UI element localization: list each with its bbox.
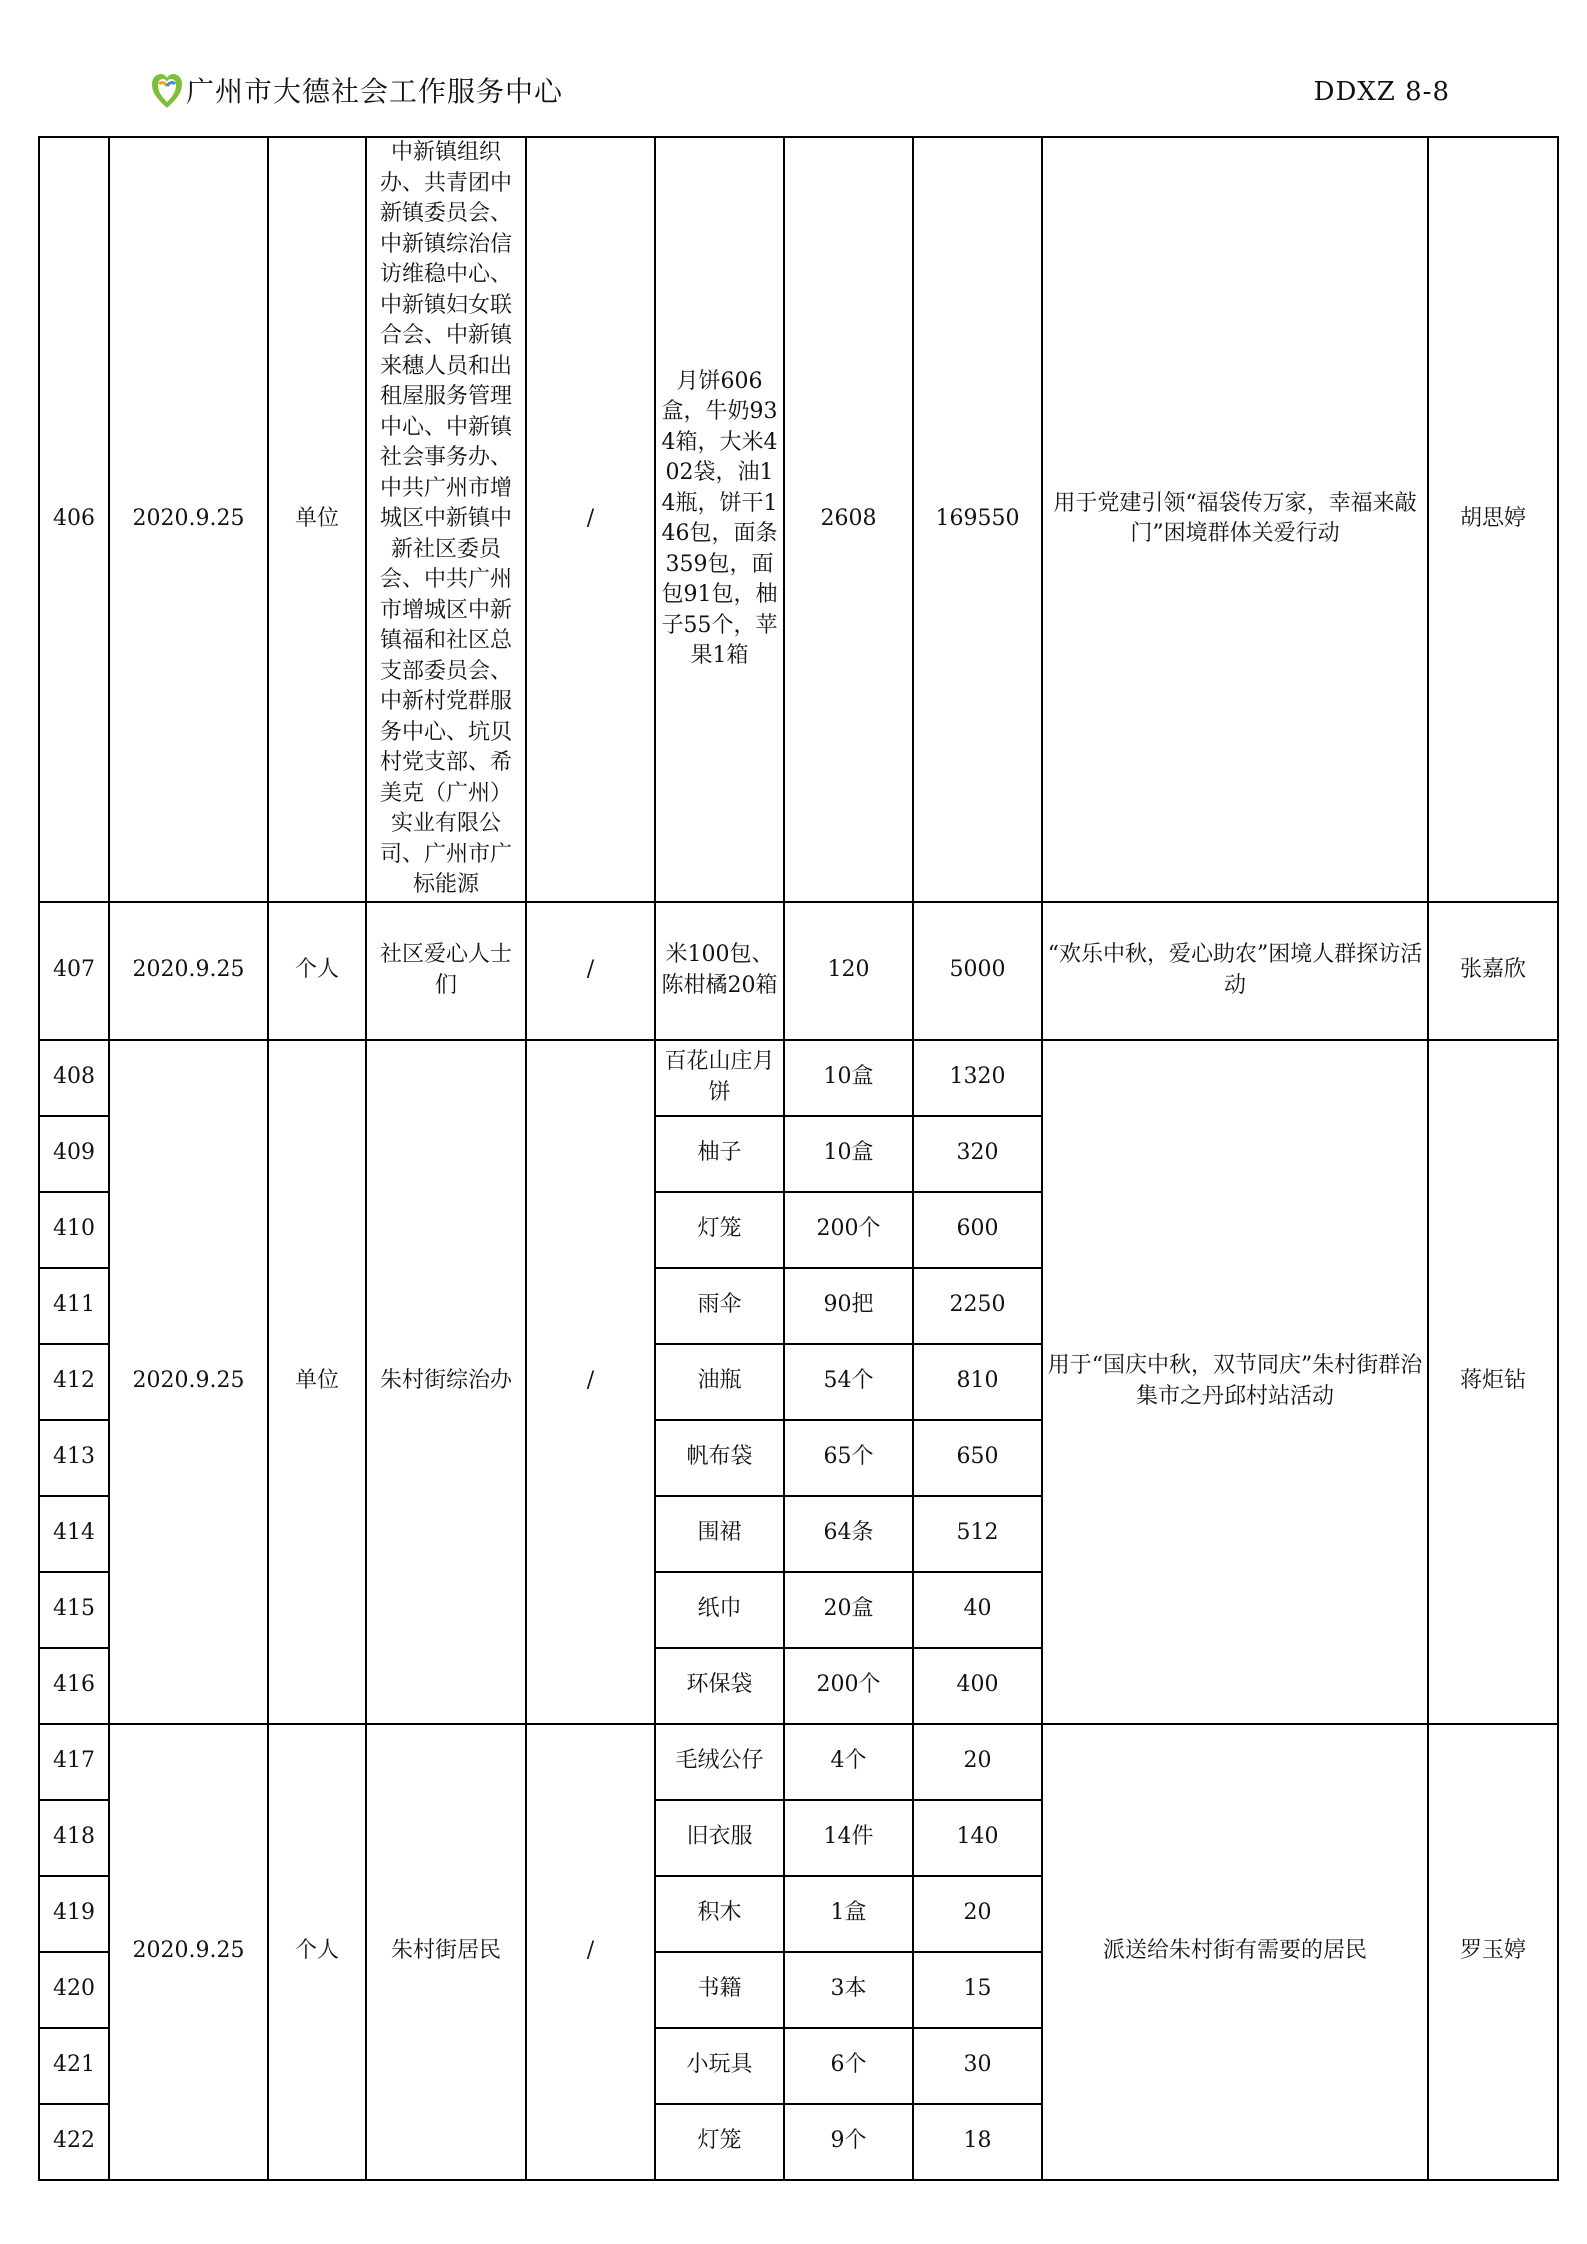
record-number: 413 (39, 1420, 109, 1496)
donated-item: 柚子 (655, 1116, 784, 1192)
record-number: 414 (39, 1496, 109, 1572)
donor-type: 单位 (268, 137, 366, 902)
donor-name: 中新镇组织办、共青团中新镇委员会、中新镇综治信访维稳中心、中新镇妇女联合会、中新镇来穗人员和出租屋服务管理中心、中新镇社会事务办、中共广州市增城区中新镇中新社区委员会、中共广州市增城区中新镇福和社区总支部委员会、中新村党群服务中心、坑贝村党支部、希美克（广州）实业有限公司、广州市广标能源 (366, 137, 526, 902)
value: 320 (913, 1116, 1042, 1192)
value: 2250 (913, 1268, 1042, 1344)
quantity: 64条 (784, 1496, 913, 1572)
quantity: 10盒 (784, 1040, 913, 1116)
record-number: 408 (39, 1040, 109, 1116)
donation-records-table (38, 136, 1559, 2181)
organization-name: 广州市大德社会工作服务中心 (186, 75, 564, 108)
table-row (39, 1724, 1558, 1800)
record-number: 411 (39, 1268, 109, 1344)
table-row (39, 1040, 1558, 1116)
record-number: 409 (39, 1116, 109, 1192)
quantity: 90把 (784, 1268, 913, 1344)
donor-type: 个人 (268, 1724, 366, 2180)
purpose: 派送给朱村街有需要的居民 (1042, 1724, 1428, 2180)
value: 18 (913, 2104, 1042, 2180)
quantity: 200个 (784, 1192, 913, 1268)
donor-type: 单位 (268, 1040, 366, 1724)
document-id: DDXZ 8-8 (1313, 77, 1450, 107)
record-number: 415 (39, 1572, 109, 1648)
donated-item: 小玩具 (655, 2028, 784, 2104)
slash-cell: / (526, 902, 655, 1040)
value: 30 (913, 2028, 1042, 2104)
record-date: 2020.9.25 (109, 902, 268, 1040)
donor-name: 朱村街居民 (366, 1724, 526, 2180)
donated-item: 书籍 (655, 1952, 784, 2028)
table-row (39, 902, 1558, 1040)
table-row (39, 137, 1558, 902)
value: 20 (913, 1876, 1042, 1952)
donated-item: 百花山庄月饼 (655, 1040, 784, 1116)
quantity: 4个 (784, 1724, 913, 1800)
purpose: 用于“国庆中秋，双节同庆”朱村街群治集市之丹邱村站活动 (1042, 1040, 1428, 1724)
donated-item: 油瓶 (655, 1344, 784, 1420)
quantity: 20盒 (784, 1572, 913, 1648)
quantity: 14件 (784, 1800, 913, 1876)
donated-items: 米100包、陈柑橘20箱 (655, 902, 784, 1040)
slash-cell: / (526, 1724, 655, 2180)
handler: 张嘉欣 (1428, 902, 1558, 1040)
record-date: 2020.9.25 (109, 137, 268, 902)
record-number: 419 (39, 1876, 109, 1952)
quantity: 2608 (784, 137, 913, 902)
donated-item: 积木 (655, 1876, 784, 1952)
record-number: 420 (39, 1952, 109, 2028)
record-date: 2020.9.25 (109, 1040, 268, 1724)
quantity: 3本 (784, 1952, 913, 2028)
value: 810 (913, 1344, 1042, 1420)
quantity: 10盒 (784, 1116, 913, 1192)
quantity: 9个 (784, 2104, 913, 2180)
record-number: 422 (39, 2104, 109, 2180)
value: 1320 (913, 1040, 1042, 1116)
donated-item: 雨伞 (655, 1268, 784, 1344)
value: 169550 (913, 137, 1042, 902)
value: 512 (913, 1496, 1042, 1572)
organization-logo-icon (150, 72, 184, 110)
slash-cell: / (526, 1040, 655, 1724)
donated-item: 纸巾 (655, 1572, 784, 1648)
donor-name: 社区爱心人士们 (366, 902, 526, 1040)
donor-name: 朱村街综治办 (366, 1040, 526, 1724)
donated-item: 毛绒公仔 (655, 1724, 784, 1800)
donated-item: 灯笼 (655, 1192, 784, 1268)
handler: 胡思婷 (1428, 137, 1558, 902)
quantity: 6个 (784, 2028, 913, 2104)
record-number: 406 (39, 137, 109, 902)
record-number: 412 (39, 1344, 109, 1420)
record-number: 418 (39, 1800, 109, 1876)
quantity: 54个 (784, 1344, 913, 1420)
value: 40 (913, 1572, 1042, 1648)
donated-item: 灯笼 (655, 2104, 784, 2180)
donated-item: 旧衣服 (655, 1800, 784, 1876)
donated-item: 帆布袋 (655, 1420, 784, 1496)
record-date: 2020.9.25 (109, 1724, 268, 2180)
donor-type: 个人 (268, 902, 366, 1040)
purpose: “欢乐中秋，爱心助农”困境人群探访活动 (1042, 902, 1428, 1040)
value: 600 (913, 1192, 1042, 1268)
record-number: 417 (39, 1724, 109, 1800)
quantity: 200个 (784, 1648, 913, 1724)
value: 140 (913, 1800, 1042, 1876)
value: 15 (913, 1952, 1042, 2028)
value: 650 (913, 1420, 1042, 1496)
page-header (150, 70, 1450, 114)
value: 20 (913, 1724, 1042, 1800)
donated-item: 围裙 (655, 1496, 784, 1572)
handler: 罗玉婷 (1428, 1724, 1558, 2180)
record-number: 416 (39, 1648, 109, 1724)
record-number: 421 (39, 2028, 109, 2104)
value: 5000 (913, 902, 1042, 1040)
donated-item: 环保袋 (655, 1648, 784, 1724)
value: 400 (913, 1648, 1042, 1724)
donated-items: 月饼606盒，牛奶934箱，大米402袋，油14瓶，饼干146包，面条359包，面包91包，柚子55个，苹果1箱 (655, 137, 784, 902)
quantity: 65个 (784, 1420, 913, 1496)
record-number: 407 (39, 902, 109, 1040)
handler: 蒋炬钻 (1428, 1040, 1558, 1724)
purpose: 用于党建引领“福袋传万家，幸福来敲门”困境群体关爱行动 (1042, 137, 1428, 902)
quantity: 120 (784, 902, 913, 1040)
quantity: 1盒 (784, 1876, 913, 1952)
slash-cell: / (526, 137, 655, 902)
record-number: 410 (39, 1192, 109, 1268)
